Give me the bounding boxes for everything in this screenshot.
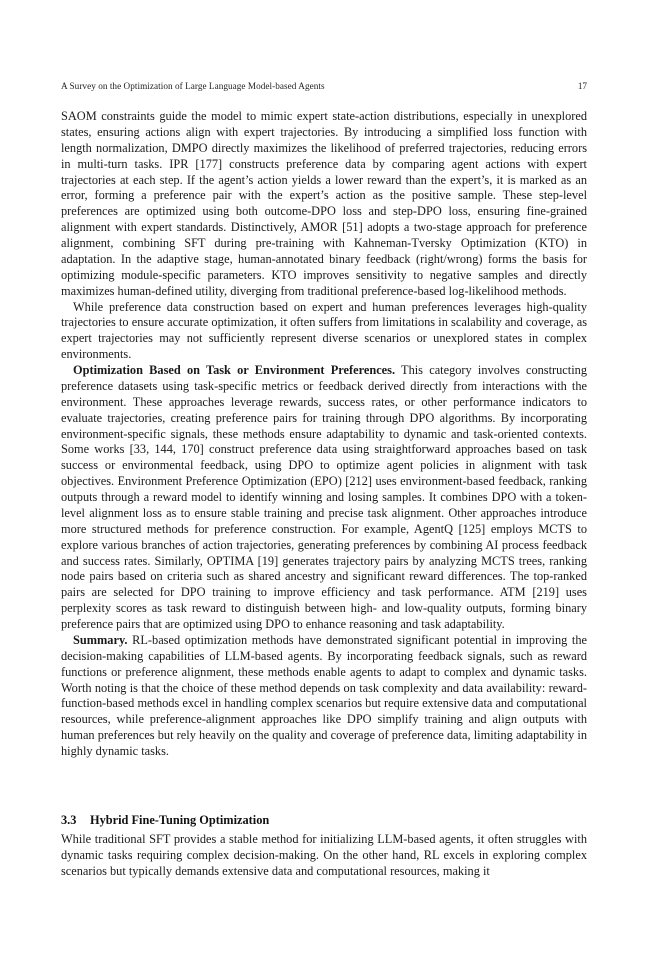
section-number: 3.3 bbox=[61, 813, 77, 827]
paragraph-saom bbox=[61, 109, 587, 300]
running-header bbox=[61, 79, 587, 93]
section-title: Hybrid Fine-Tuning Optimization bbox=[90, 813, 270, 827]
section-heading bbox=[61, 812, 269, 828]
paragraph-text: SAOM constraints guide the model to mimic expert state-action distributions, especially in unexplored states, ensuring actions align with expert trajectories. By introducing a simplified loss function with length normalization, DMPO directly maximizes the likelihood of preferred trajectories, reducing errors in multi-turn tasks. IPR [177] constructs preference data by comparing agent actions with expert trajectories at each step. If the agent’s action yields a lower reward than the expert’s, it is marked as an error, forming a preference pair with the expert’s action as the positive sample. These step-level preferences are optimized using both outcome-DPO loss and step-DPO loss, ensuring fine-grained alignment with expert standards. Distinctively, AMOR [51] adopts a two-stage approach for preference alignment, combining SFT during pre-training with Kahneman-Tversky Optimization (KTO) in adaptation. In the adaptive stage, human-annotated binary feedback (right/wrong) forms the basis for optimizing module-specific parameters. KTO improves sensitivity to negative samples and directly maximizes human-defined utility, diverging from traditional preference-based log-likelihood methods. bbox=[61, 109, 587, 298]
paragraph-text: RL-based optimization methods have demonstrated significant potential in improving the decision-making capabilities of LLM-based agents. By incorporating feedback signals, such as reward functions or preference alignment, these methods enable agents to adapt to complex and dynamic tasks. Worth noting is that the choice of these method depends on task complexity and data availability: reward-function-based methods excel in handling complex scenarios but require extensive data and computational resources, while preference-alignment approaches like DPO simplify training and align outputs with human preferences but rely heavily on the quality and coverage of preference data, limiting adaptability in highly dynamic tasks. bbox=[61, 632, 587, 758]
page-number: 17 bbox=[577, 81, 587, 91]
paragraph-task-environment bbox=[61, 363, 587, 633]
paragraph-hybrid-intro bbox=[61, 832, 587, 880]
run-in-heading: Optimization Based on Task or Environment Preferences. bbox=[73, 363, 396, 377]
run-in-heading: Summary. bbox=[73, 632, 128, 647]
paragraph-summary bbox=[61, 633, 587, 760]
paragraph-preference-limitations bbox=[61, 300, 587, 364]
running-title: A Survey on the Optimization of Large Language Model-based Agents bbox=[61, 81, 325, 91]
paragraph-text: This category involves constructing preference datasets using task-specific metrics or feedback derived directly from interactions with the environment. These approaches leverage rewards, success rates, or other performance indicators to evaluate trajectories, creating preference pairs for training through DPO algorithms. By incorporating environment-specific signals, these methods ensure adaptability to dynamic and task-oriented contexts. Some works [33, 144, 170] construct preference data using straightforward approaches based on task success or environmental feedback, using DPO to optimize agent policies in alignment with task objectives. Environment Preference Optimization (EPO) [212] uses environment-based feedback, ranking outputs through a reward model to identify winning and losing samples. It combines DPO with a token-level alignment loss as to ensure stable training and precise task alignment. Other approaches introduce more structured methods for preference construction. For example, AgentQ [125] employs MCTS to explore various branches of action trajectories, generating preferences by combining AI process feedback and success rates. Similarly, OPTIMA [19] generates trajectory pairs by analyzing MCTS trees, ranking node pairs based on criteria such as shared ancestry and significant reward differences. The top-ranked pairs are selected for DPO training to improve efficiency and task performance. ATM [219] uses perplexity scores as task reward to distinguish between high- and low-quality outputs, forming binary preference pairs that are optimized using DPO to enhance reasoning and task adaptability. bbox=[61, 363, 587, 631]
paragraph-text: While preference data construction based on expert and human preferences leverages high-quality trajectories to ensure accurate optimization, it often suffers from limitations in scalability and coverage, as expert trajectories may not sufficiently represent diverse scenarios or unexplored states in complex environments. bbox=[61, 299, 587, 362]
body-text bbox=[61, 109, 587, 760]
paragraph-text: While traditional SFT provides a stable method for initializing LLM-based agents, it often struggles with dynamic tasks requiring complex decision-making. On the other hand, RL excels in exploring complex scenarios but typically demands extensive data and computational resources, making it bbox=[61, 832, 587, 878]
section-body bbox=[61, 832, 587, 880]
